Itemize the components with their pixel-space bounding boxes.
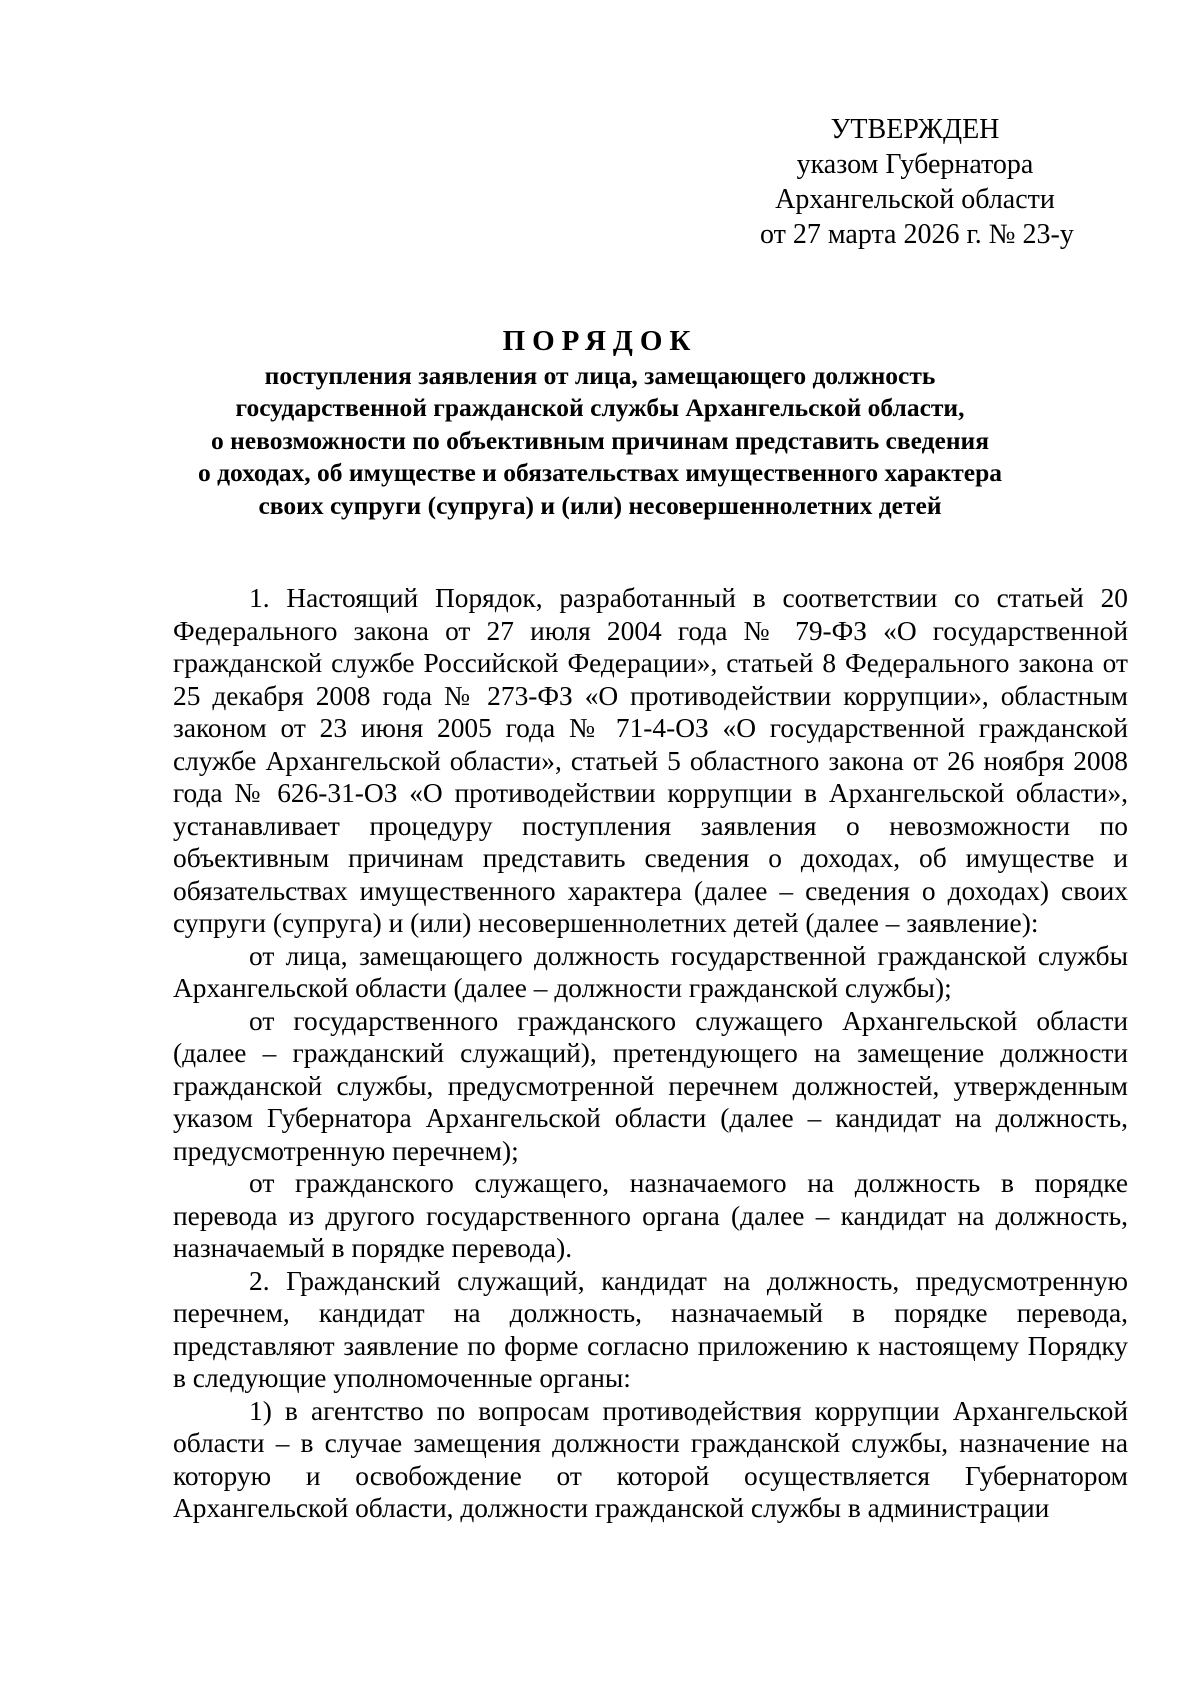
subtitle-line: поступления заявления от лица, замещающего должность (264, 361, 936, 390)
approval-stamp (760, 112, 1074, 252)
paragraph-2: 2. Гражданский служащий, кандидат на должность, предусмотренную перечнем, кандидат на должность, назначаемый в порядке перевода, представляют заявление по форме согласно приложению к настоящему Порядку в следующие уполномоченные органы: (173, 1265, 1128, 1393)
subtitle-line: своих супруги (супруга) и (или) несовершеннолетних детей (258, 490, 942, 520)
paragraph-item-candidate-list: от государственного гражданского служащего Архангельской области (далее – гражданский служащий), претендующего на замещение должности гражданской службы, предусмотренной перечнем должностей, утвержденным указом Губернатора Архангельской области (далее – кандидат на должность, предусмотренную перечнем); (173, 1005, 1128, 1166)
subtitle-line: о невозможности по объективным причинам представить сведения (210, 425, 990, 455)
approval-date-number: от 27 марта 2026 г. № 23-у (760, 219, 1074, 250)
approval-region: Архангельской области (775, 184, 1055, 215)
subtitle-line: государственной гражданской службы Архангельской области, (235, 393, 965, 423)
document-type: ПОРЯДОК (502, 325, 698, 357)
document-body (173, 582, 1128, 1525)
paragraph-1: 1. Настоящий Порядок, разработанный в соответствии со статьей 20 Федерального закона от 27 июля 2004 года № 79-ФЗ «О государственной гражданской службе Российской Федерации», статьей 8 Федерального закона от 25 декабря 2008 года № 273-ФЗ «О противодействии коррупции», областным законом от 23 июня 2005 года № 71-4-ОЗ «О государственной гражданской службе Архангельской области», статьей 5 областного закона от 26 ноября 2008 года № 626-31-ОЗ «О противодействии коррупции в Архангельской области», устанавливает процедуру поступления заявления о невозможности по объективным причинам представить сведения о доходах, об имуществе и обязательствах имущественного характера (далее – сведения о доходах) своих супруги (супруга) и (или) несовершеннолетних детей (далее – заявление): (173, 583, 1128, 938)
paragraph-item-candidate-transfer: от гражданского служащего, назначаемого на должность в порядке перевода из другого государственного органа (далее – кандидат на должность, назначаемый в порядке перевода). (173, 1168, 1128, 1263)
paragraph-item-official: от лица, замещающего должность государственной гражданской службы Архангельской области (далее – должности гражданской службы); (173, 940, 1128, 1003)
document-title (150, 322, 1050, 522)
paragraph-2-item-1: 1) в агентство по вопросам противодействия коррупции Архангельской области – в случае замещения должности гражданской службы, назначение на которую и освобождение от которой осуществляется Губернатором Архангельской области, должности гражданской службы в администрации (173, 1395, 1128, 1523)
approval-authority: указом Губернатора (796, 149, 1034, 180)
subtitle-line: о доходах, об имуществе и обязательствах имущественного характера (197, 458, 1003, 488)
approval-status: УТВЕРЖДЕН (830, 114, 1000, 145)
document-subtitle (150, 360, 1050, 522)
